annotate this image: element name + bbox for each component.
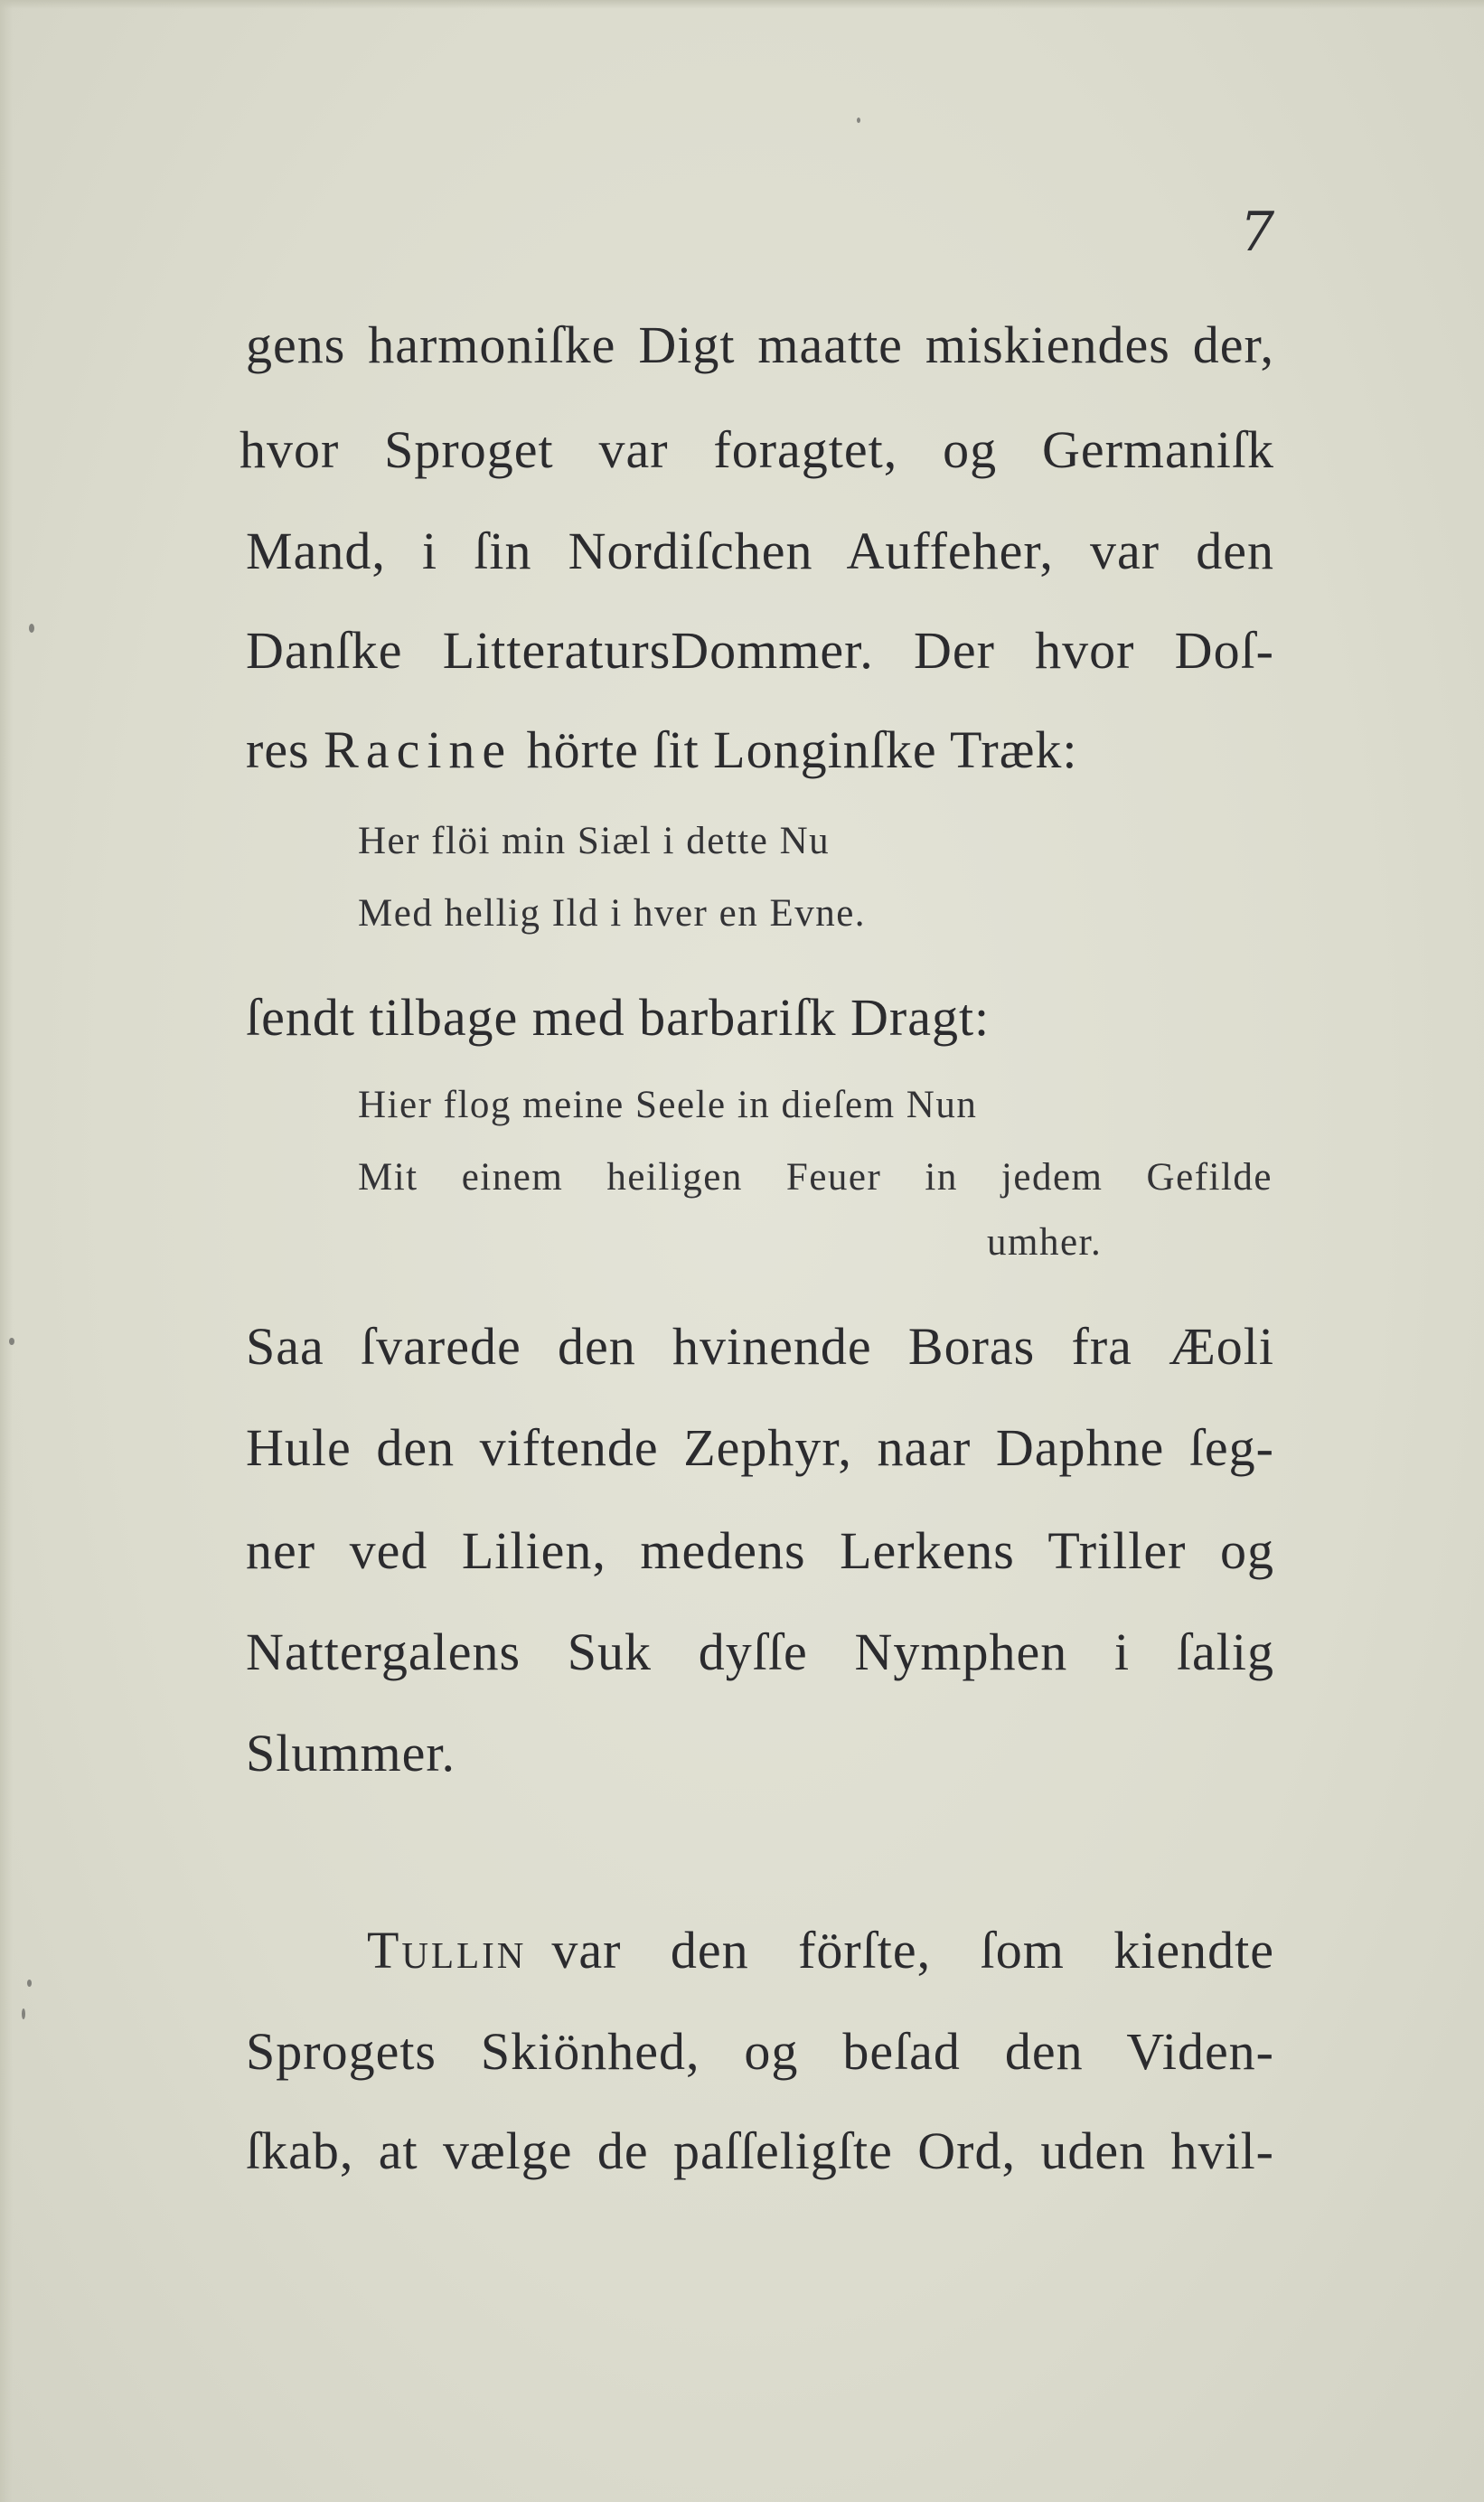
paper-speck [9,1338,14,1345]
paper-speck [857,118,860,123]
paragraph1-line3: Mand, i ſin Nordiſchen Auffeher, var den [246,522,1274,580]
bridge-line: ſendt tilbage med barbariſk Dragt: [246,988,991,1047]
line5-end: hörte ſit Longinſke Træk: [526,720,1078,779]
paragraph3-line2: Sprogets Skiönhed, og beſad den Viden- [246,2022,1274,2081]
line5-start: res [246,720,310,779]
paragraph1-line4: Danſke LitteratursDommer. Der hvor Doſ- [246,621,1274,680]
paper-speck [27,1980,32,1987]
paragraph1-line5 [246,720,1078,780]
page-edge-shadow-top [0,0,1484,9]
page-number: 7 [1240,201,1275,264]
paragraph1-line1: gens harmoniſke Digt maatte miskiendes der, [246,315,1274,374]
paragraph1-line2: hvor Sproget var foragtet, og Germaniſk [240,420,1274,479]
paragraph3-line1-end: var den förſte, ſom kiendte [551,1921,1274,1980]
paragraph2-line1: Saa ſvarede den hvinende Boras fra Æoli [246,1317,1274,1376]
paragraph2-line3: ner ved Lilien, medens Lerkens Triller og [246,1521,1274,1580]
verse-danish-line2: Med hellig Ild i hver en Evne. [358,892,867,935]
racine-name: Racine [324,720,513,779]
paper-speck [29,624,34,633]
paragraph2-line4: Nattergalens Suk dyſſe Nymphen i ſalig [246,1623,1274,1681]
verse-german-line2: Mit einem heiligen Feuer in jedem Gefilde [358,1156,1273,1199]
verse-german-line1: Hier flog meine Seele in dieſem Nun [358,1084,978,1126]
paragraph2-line5: Slummer. [246,1724,456,1782]
page-edge-shadow-left [0,0,13,2502]
tullin-name: Tullin [367,1921,527,1980]
paragraph2-line2: Hule den viftende Zephyr, naar Daphne ſeg- [246,1418,1274,1477]
paragraph3-line3: ſkab, at vælge de paſſeligſte Ord, uden hvil- [246,2121,1274,2180]
verse-german-line3: umher. [987,1221,1103,1264]
paragraph3-line1 [367,1920,1274,1980]
paper-speck [22,2008,25,2019]
verse-danish-line1: Her flöi min Siæl i dette Nu [358,820,831,862]
